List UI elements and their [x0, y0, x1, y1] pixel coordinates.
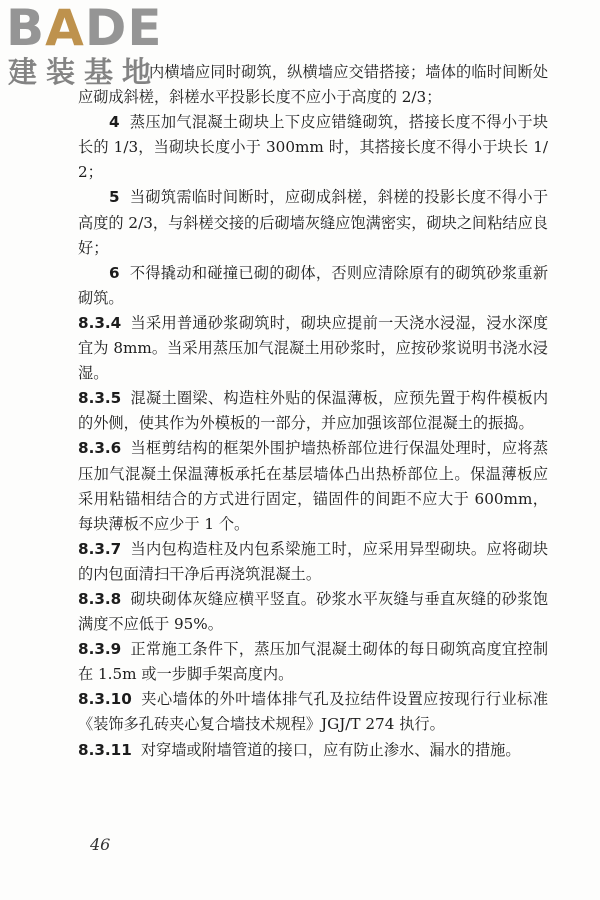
item-number: 6 [109, 263, 120, 282]
clause [78, 637, 548, 687]
clause-text: 当内包构造柱及内包系梁施工时，应采用异型砌块。应将砌块的内包面清扫干净后再浇筑混凝土。 [78, 539, 548, 583]
clause-text: 砌块砌体灰缝应横平竖直。砂浆水平灰缝与垂直灰缝的砂浆饱满度不应低于 95%。 [78, 589, 548, 634]
document-body [78, 60, 548, 763]
clause [78, 738, 548, 763]
clause-number: 8.3.9 [78, 640, 122, 659]
clause [78, 311, 548, 386]
clause-number: 8.3.6 [78, 439, 122, 458]
clause-number: 8.3.8 [78, 589, 122, 608]
clause-text: 夹心墙体的外叶墙体排气孔及拉结件设置应按现行行业标准《装饰多孔砖夹心复合墙技术规程》JGJ/T 274 执行。 [78, 690, 548, 734]
clause-number: 8.3.11 [78, 740, 132, 759]
item-text: 内横墙应同时砌筑，纵横墙应交错搭接；墙体的临时间断处应砌成斜槎，斜槎水平投影长度不应小于高度的 2/3； [78, 63, 548, 107]
clause-number: 8.3.5 [78, 389, 122, 408]
item-number: 5 [109, 188, 120, 207]
clause-text: 当采用普通砂浆砌筑时，砌块应提前一天浇水浸湿，浸水深度宜为 8mm。当采用蒸压加气混凝土用砂浆时，应按砂浆说明书浇水浸湿。 [78, 313, 548, 383]
item-text: 不得撬动和碰撞已砌的砌体，否则应清除原有的砌筑砂浆重新砌筑。 [78, 263, 548, 307]
watermark-brand: BADE [6, 0, 163, 57]
clause-text: 正常施工条件下，蒸压加气混凝土砌体的每日砌筑高度宜控制在 1.5m 或一步脚手架高度内。 [78, 640, 548, 684]
item-text: 蒸压加气混凝土砌块上下皮应错缝砌筑，搭接长度不得小于块长的 1/3，当砌块长度小于 300mm 时，其搭接长度不得小于块长 1/2； [78, 113, 548, 182]
clause [78, 587, 548, 637]
clause-number: 8.3.4 [78, 313, 122, 332]
clause-number: 8.3.7 [78, 539, 122, 558]
item-number: 4 [109, 113, 120, 132]
item-text: 当砌筑需临时间断时，应砌成斜槎，斜槎的投影长度不得小于高度的 2/3，与斜槎交接的后砌墙灰缝应饱满密实，砌块之间粘结应良好； [78, 188, 548, 257]
clause [78, 537, 548, 587]
clause [78, 436, 548, 536]
list-item [78, 261, 548, 311]
list-item [78, 110, 548, 185]
list-item [78, 60, 548, 110]
list-item [78, 185, 548, 260]
clause-number: 8.3.10 [78, 690, 132, 709]
clause [78, 687, 548, 737]
page-number: 46 [90, 835, 111, 854]
clause-text: 混凝土圈梁、构造柱外贴的保温薄板，应预先置于构件模板内的外侧，使其作为外模板的一部分，并应加强该部位混凝土的振捣。 [78, 389, 548, 433]
clause [78, 386, 548, 436]
clause-text: 当框剪结构的框架外围护墙热桥部位进行保温处理时，应将蒸压加气混凝土保温薄板承托在基层墙体凸出热桥部位上。保温薄板应采用粘锚相结合的方式进行固定，锚固件的间距不应大于 600mm，每块薄板不应少于 1 个。 [78, 439, 548, 533]
watermark-subtitle: 建装基地 [8, 55, 161, 89]
clause-text: 对穿墙或附墙管道的接口，应有防止渗水、漏水的措施。 [140, 740, 521, 759]
